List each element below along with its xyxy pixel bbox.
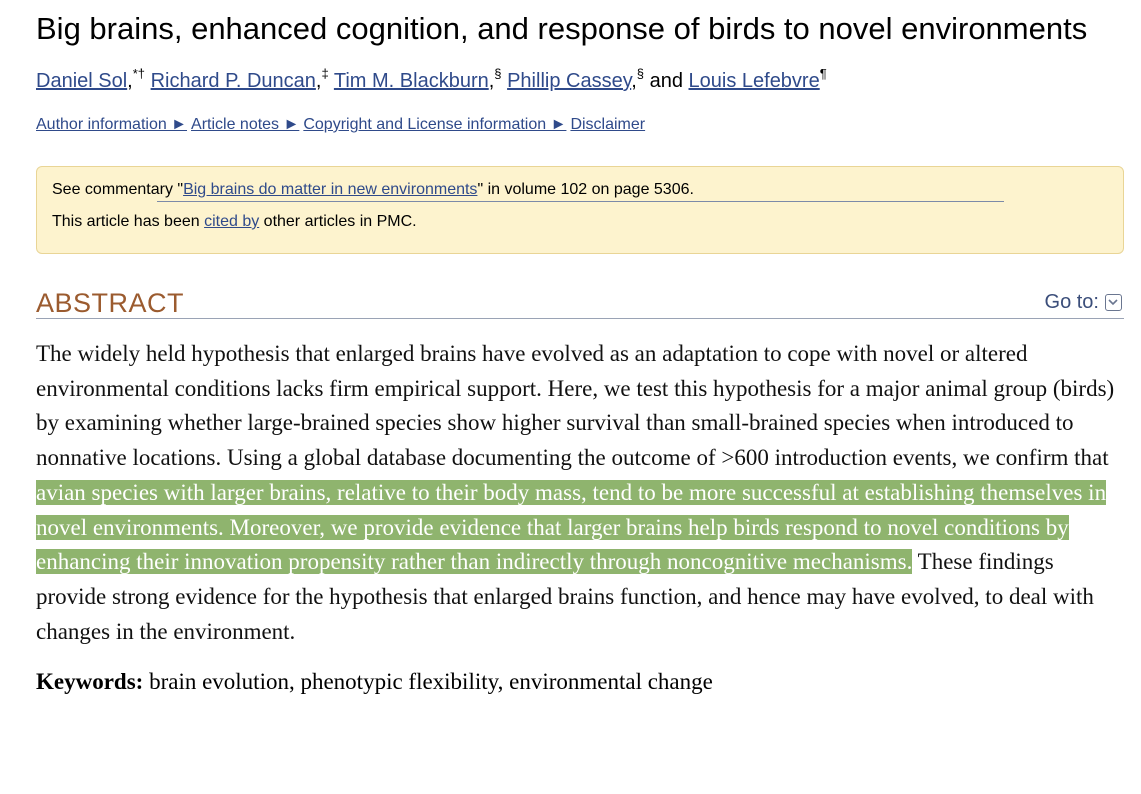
author-list: Daniel Sol,*† Richard P. Duncan,‡ Tim M. Blackburn,§ Phillip Cassey,§ and Louis Lefebvre¶ <box>36 66 827 92</box>
author-link-blackburn[interactable]: Tim M. Blackburn <box>333 70 489 92</box>
commentary-link[interactable]: Big brains do matter in new environments <box>183 181 478 198</box>
keywords <box>36 666 1124 698</box>
keywords-value: brain evolution, phenotypic flexibility, environmental change <box>149 669 713 695</box>
notice-divider <box>157 201 1004 202</box>
authors-and: and <box>649 70 683 92</box>
cited-prefix: This article has been <box>52 213 205 230</box>
author-mark: § <box>636 66 645 81</box>
highlighted-text[interactable]: avian species with larger brains, relative to their body mass, tend to be more successful at establishing themselves in novel environments. Moreover, we provide evidence that larger brains help birds respond to novel conditions by enhancing their innovation propensity rather than indirectly through noncognitive mechanisms. <box>36 479 1107 575</box>
cited-by-line <box>52 212 1108 232</box>
article-title: Big brains, enhanced cognition, and response of birds to novel environments <box>36 11 1088 46</box>
commentary-prefix: See commentary " <box>52 181 184 198</box>
article-info-links <box>36 114 1124 136</box>
section-title: ABSTRACT <box>36 288 185 318</box>
author-mark: *† <box>132 66 146 81</box>
abstract-text-before: The widely held hypothesis that enlarged brains have evolved as an adaptation to cope with novel or altered environmental conditions lacks firm empirical support. Here, we test this hypothesis for a major animal group (birds) by examining whether large-brained species show higher survival than small-brained species when introduced to nonnative locations. Using a global database documenting the outcome of >600 introduction events, we confirm that <box>36 341 1115 471</box>
author-mark: ¶ <box>819 66 827 81</box>
commentary-line <box>52 180 1108 200</box>
copyright-license-link[interactable]: Copyright and License information ► <box>303 116 567 133</box>
author-information-link[interactable]: Author information ► <box>36 116 188 133</box>
goto-label: Go to: <box>1044 291 1099 313</box>
abstract-text-after: These findings provide strong evidence for the hypothesis that enlarged brains function, and hence may have evolved, to deal with changes in the environment. <box>36 549 1094 644</box>
article-notes-link[interactable]: Article notes ► <box>191 116 300 133</box>
commentary-suffix: " in volume 102 on page 5306. <box>477 181 694 198</box>
abstract-text <box>36 337 1124 649</box>
author-mark: § <box>494 66 502 81</box>
abstract-section-header <box>36 288 1124 319</box>
cited-by-link[interactable]: cited by <box>204 213 260 230</box>
cited-suffix: other articles in PMC. <box>259 213 417 230</box>
author-link-cassey[interactable]: Phillip Cassey <box>507 70 632 92</box>
keywords-label: Keywords: <box>36 669 144 695</box>
article-page <box>36 0 1124 698</box>
author-link-sol[interactable]: Daniel Sol <box>36 70 128 92</box>
chevron-down-icon[interactable] <box>1105 294 1122 311</box>
author-link-duncan[interactable]: Richard P. Duncan <box>150 70 316 92</box>
author-mark: ‡ <box>321 66 329 81</box>
author-link-lefebvre[interactable]: Louis Lefebvre <box>688 70 820 92</box>
goto-menu[interactable] <box>1045 291 1122 314</box>
commentary-notice <box>36 166 1124 254</box>
disclaimer-link[interactable]: Disclaimer <box>570 116 646 133</box>
